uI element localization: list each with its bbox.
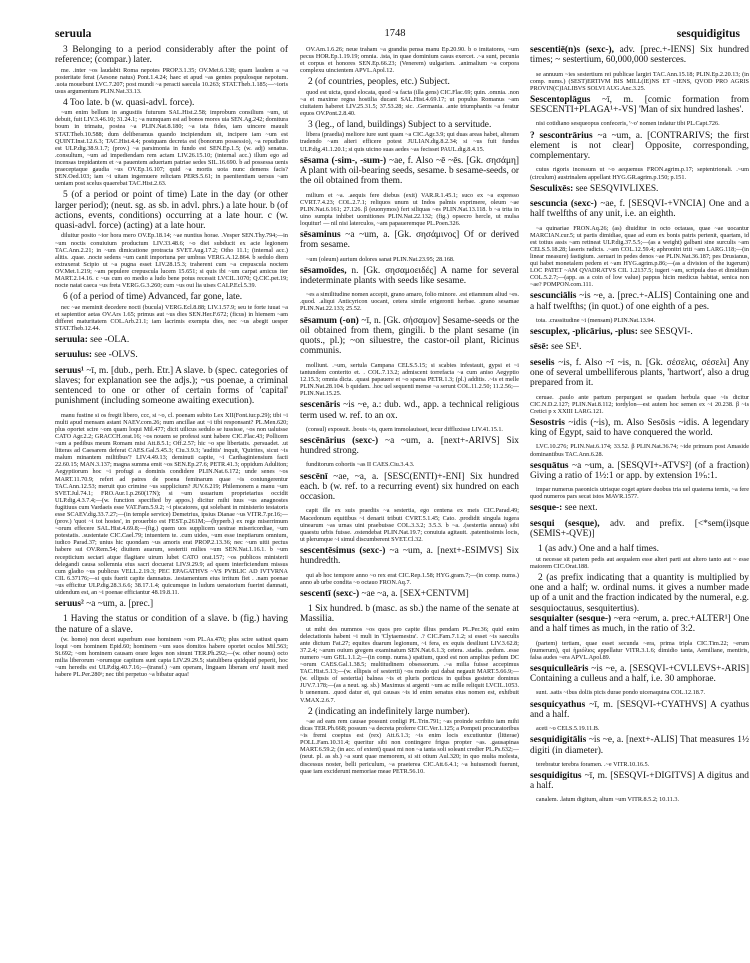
dictionary-entry [300,436,519,457]
dictionary-entry [530,664,749,685]
headword: sesque-: [530,503,563,514]
entry-definition: ~ī, m. [SESQVI-+DIGITVS] A digitus and a half. [530,770,749,792]
sense-definition: 1 Six hundred. b (masc. as sb.) the name of the senate at Massilia. [300,604,519,625]
headword: sēsamoīdes, [300,265,347,276]
headword: seruula: [55,334,88,345]
headword: sesquiculleāris [530,663,589,674]
dictionary-entry [530,131,749,162]
citation-block: tota. .crassitudine ~i (mensam) PLIN.Nat.13.94. [536,316,656,324]
citation-block: nec ~ae meminit decedere nocti (bucula) VERG.Ecl.8.88; LIV.1.57.9; seu te forte iuuat ~a et sapientior aetas OV.Ars 1.65; primus aut ~us dies SEN.Her.F.672; (ficus) in hiemem ~am differet maturitatem COL.Arb.21.1; iam lacrimis exempta dies, nec ~us abegit uesper STAT.Theb.12.44. [55,303,288,332]
citation-block: quod est uicta, quod elocata, quod ~a facta (illa gens) CIC.Flac.69; quin. .omnia. .non ~a et maxime regna hostilia ducant SAL.Hist.4.69.17; ut populus Romanus ~am ciuitatem haberet LIV.25.31.5; 37.53.28; sic. .Germania. .ante triumphantis ~a feratur equos OV.Pont.2.8.40. [300,88,519,117]
dictionary-entry [55,366,288,407]
sense-definition: 6 (of a period of time) Advanced, far gone, late. [63,292,243,303]
headword: seruus² [55,599,84,610]
dictionary-entry [530,358,749,389]
citation-block: aceti ~o CELS.5.19.11.B. [536,725,600,733]
column-right [530,45,749,807]
citation-block: ut necesse sit partem pedis aut aequalem esse alteri parti aut altero tanto aut ~ esse maiorem CIC.Orat.188. [530,555,749,570]
citation-block: (partem) tertiam, quae esset secunda ~era, prima tripla CIC.Tim.22; ~erum (numerum), qui ἡμιόλιος appellatur VITR.3.1.6; dimidio tanta, Aemiliane, mentiris, falsa audes ~era APVL.Apol.89. [530,639,749,661]
dictionary-entry [530,291,749,312]
citation-block: terebratur terebra foramen. .~e VITR.10.16.5. [536,760,650,768]
headword: Sescentoplāgus [530,94,591,105]
entry-definition: see SESQVI-. [637,327,693,338]
dictionary-entry [530,342,749,352]
headword: ? sescontrārius [530,130,593,141]
dictionary-entry [530,614,749,635]
dictionary-entry [300,316,519,357]
entry-definition: ~is ~e, a. [prec.+-ALIS] Containing one and a half twelfths; (in quot.) of one eighth of a pes. [530,291,749,312]
entry-definition: ~ī, n. [Gk. σήσαμον] Sesame-seeds or the oil obtained from them, gingili. b the plant sesame (in quots., pl.); ~on siluestre, the castor-oil plant, Ricinus communis. [300,315,519,357]
sense-definition: 4 Too late. b (w. quasi-advl. force). [63,97,195,108]
dictionary-entry [530,184,749,194]
running-head-last-word: sesquidigitus [676,28,740,40]
citation-block: (w. homo) non decet superbum esse hominem ~om PL.As.470; plus scire satiust quam loqui ~om hominem Epid.60; hominem ~um suos domitos habere oportet oculos Mil.563; St.692; ~om hominem causam orare leges non sinunt TER.Ph.292;—(w. other nouns) octo milia liberorum ~orumque capitum sunt capta LIV.29.29.5; statulibera quidquid peperit, hoc ~um heredis est ULP.dig.40.7.16;—(transf.) ~am operam, linguam liberam eru' iussit med habere PL.Per.280ᵃ; nec tibi perpetuo ~a bibatur aqua! [55,636,288,679]
headword: sesquidigitus [530,770,582,781]
citation-block: cuius rigoris incessum ut ~o aequemus FRON.agrim.p.17; septentrionali. .~um (circulum) austrinalem appellant HYG.GR.agrim.p.150; p.151. [530,166,749,181]
citation-block: funditorum cohortis ~as II CAES.Ciu.3.4.3. [306,461,415,469]
dictionary-entry [300,546,519,567]
headword: sescēnārius (sexc-) [300,435,379,446]
entry-definition: ~a ~um, a. [next+-ESIMVS] Six hundredth. [300,545,519,567]
headword: sesquicyathus [530,699,586,710]
dictionary-entry [530,503,749,513]
entry-definition: ~a ~um, a. [prec.] [83,599,154,610]
entry-definition: ~ae, f. [SESQVI-+VNCIA] One and a half twelfths of any unit, i.e. an eighth. [530,198,749,220]
running-head-first-word: seruula [55,28,92,40]
headword: sēsama (-sim-, -sum-) [300,155,387,166]
headword: sescuncia (sexc-) [530,198,597,209]
sense-definition: 1 Having the status or condition of a slave. b (fig.) having the nature of a slave. [55,614,288,635]
headword: sescenāris [300,400,341,411]
dictionary-entry [530,519,749,540]
sense-definition: 3 Belonging to a period considerably after the point of reference; (compar.) later. [55,45,288,66]
dictionary-entry [300,156,519,187]
citation-block: ~um (oleum) aurium dolores sanat PLIN.Nat.23.95; 28.168. [306,255,455,263]
entry-definition: see SESQVIVLIXES. [573,183,659,194]
headword: Sesculixēs: [530,183,574,194]
headword: sescentēsimus (sexc-) [300,545,386,556]
headword: seruus¹ [55,365,84,376]
headword: seruulus: [55,350,92,361]
entry-definition: ~is ~e, a.: dub. wd., app. a technical religious term used w. ref. to an ox. [300,400,519,421]
citation-block: capit ille ex suis praediis ~a sestertia, ego centena ex meis CIC.Parad.49; Macedonum equitibus ~i denarii tributi CVRT.5.1.45; Cato. .prodidit singula iugera uinearum ~as urnas uini praebuisse COL.3.3.2; 3.5.3. b ~a. .(sestertia annua) sibi quaestu urbis fuisse. .ostendebat PLIN.Nat.19.7; conuiuia agitauit. .patentissimis locis, ut plerumque ~i simul discumberent SVET.Cl.32. [300,507,519,543]
sense-definition: 1 (as adv.) One and a half times. [538,544,659,555]
entry-definition: n. [Gk. σησαμοειδές] A name for several indeterminate plants with seeds like sesame. [300,265,519,286]
sense-definition: 3 (leg., of land, buildings) Subject to a servitude. [308,120,492,131]
entry-definition: see SE¹. [548,342,582,353]
headword: sesquialter (sesque-) [530,613,612,624]
citation-block: ~es a similitudine nomen accepit, grano amaro, folio minore. .est etiamnum aliud ~es. .quod. .aliqui Anticyricon uocant, cetera simile erigeronti herbae. .grano sesamae PLIN.Nat.22.133; 25.52. [300,291,519,313]
citation-block: manu fustine si os fregit libero, ccc, si ~o, cl. poenam subito Lex XII(Font.iur.p.29); tibi ~i multi apud mensam astant NAEV.com.26; num ancillae aut ~i tibi responsant? PL.Men.620; plus oportet scire ~om quam loqui Mil.477; dicit uilicus sedulo se iussisse, ~os non ualuisse CATO Agr.2.2; GRACCH.orat.16; ~os nouem se professi sunt habere CIC.Flac.43; Pollicem ~um a pedibus meum Romam misi Att.8.5.1; Off.2.57; hic ~o spe libertatis. .persuadet. .ut litteras ad Caesarem deferat CAES.Gal.5.45.3; Ciu.3.9.3; 'auditis' inquit, 'Quirites, sicut ~is malum minantem militibus'? LIV.4.49.13; deminuti capite, ~i Carthaginiensium facti 22.60.15; MAN.3.137; magna summa emit ~os SEN.Ep.27.6; PETR.41.3; oppidum Aduliton; Aegyptiorum hoc ~i profugi a dominis condidere PLIN.Nat.6.172; unde senes ~os MART.11.70.9; refert ad patres de poena feminarum quae ~is coniungerentur TAC.Ann.12.53; meruit quo crimine ~us supplicium? JUV.6.219; Philemonem a manu ~um SVET.Jul.74.1; FRO.Aur.1.p.260(17N); si ~um usuarium proprietarius occidit ULP.dig.4.3.7.4;—(w. function specified by appos.) dicitur mihi tuus ~us anagnostes fugitiuus cum Vardaeis esse VAT.Fam.5.9.2; ~i piscatores, qui solebant in ministerio testatoris esse SCAEV.dig.33.7.27;—(in temple service) Demetrius, ipsius Dianae ~us VITR.7.pr.16;—(prov.) 'quot ~i tot hostes', in prouerbio est FEST.p.261M;—(hyperb.) ex rege miserrimum ~orum effecere SAL.Hist.4.69.8;—(fig.) quem uos supplicem uestrae misericordiae, ~um potestatis. .sustentate CIC.Cael.79; intuentem te. .cum uides, ~um esse ineptiarum omnium, iudico Parad.37; unius hic quondam ~us amoris erat PROP.2.13.36; nec ~um uitii pectus habere sui OV.Rem.54; diuitem auarum, sestertii milies ~um SEN.Nat.1.16.1. b ~um recepticium sectari atque flagitare uirum lubet CATO orat.157; ~os publicos ministerii delegandi causa sollemnia eius sacri docuerat LIV.9.29.9; ad quem interficiendum missus cum gladio ~us publicus VELL.2.19.3; PEC EPAGATHVS ~VS PVBLIC AD IVTVRNA CIL 6.37176;—si quis fuerit capite damnatus. .testamentum eius irritum fiet . .nam poenae ~us efficitur ULP.dig.28.3.6.6; 38.17.1.4; quicumque in ludum uenatorium fuerint damnati, uidendum est, an ~i poenae efficiantur 48.19.8.11. [55,411,288,597]
entry-definition: ~ī, m. [dub., perh. Etr.] A slave. b (spec. categories of slaves; for explanation see the adjs.); ~us poenae, a criminal sentenced to one or other of certain forms of 'capital' punishment (including someone awaiting execution). [55,365,288,407]
sense-definition: 2 (as prefix indicating that a quantity is multiplied by one and a half; w. ordinal nums. it gives a number made up of a unit and the fraction indicated by the numeral, e.g. sesquioctauus, sesquitertius). [530,572,749,614]
citation-block: ~um enim bellum in angustiis futurum SAL.Hist.2.58; improbum consilium ~um, ut debuit, fuit LIV.3.46.10; 31.24.1; ~a numquam est ad bonos mores uia SEN.Ag.242; domitura boum in trimatu, postea ~a PLIN.Nat.8.180; ~a ista fides, iam uincere mauult STAT.Theb.10.588; dum deliberamus quando incipiendum sit, incipere iam ~um est QUINT.Inst.12.6.3; TAC.Hist.4.4; postquam decreta est (bonorum possessio), ~a repudiatio est ULP.dig.38.9.1.7; (prov.) ~a parsimonia in fundo est SEN.Ep.1.5; (w. adj) senatus. .consultum, ~um ad impediendam rem actam LIV.26.15.10; (internal acc.) illum ego ad incensas trepidantem et ~a pauentem aduertam patriae sedes SIL.16.690. b ad possessa uenis praeceptaque gaudia ~us OV.Ep.16.107; quid ~a mortis uota nunc demens facis? SEN.Oed.103; iam ~i uitam ingemuere relictam PERS.5.61; in paenitentiam uersus ~am ueniam post scelus quaerebat TAC.Hist.2.63. [55,109,288,188]
headword: sescunciālis [530,291,577,302]
citation-block: (consul) exposuit. .bouis ~is, quem immolauisset, iecur diffluxisse LIV.41.15.1. [306,425,503,433]
dictionary-entry [300,266,519,287]
citation-block: canalem. .latum digitum, altum ~um VITR.8.5.2; 10.11.3. [536,796,680,804]
dictionary-entry [300,589,519,599]
dictionary-entry [530,461,749,482]
dictionary-entry [530,95,749,116]
citation-block: ut mihi des nummos ~os quos pro capite illius pendam PL.Per.36; quid enim delectationis habent ~i muli in 'Clytaemestra'. .? CIC.Fam.7.1.2; si esset ~is saeculis ante dictum Fat.27; equites duarum legionum, ~i fera, ex equis desiliunt LIV.3.62.8; 37.2.4; ~arum ouium gregem examinatum SEN.Nat.6.1.3; cetera. .stadia. .pedum. .esse numero ~um GEL.1.1.2;—(in comp. nums.) spatium, quod est non amplius pedum DC ~orum CAES.Gal.1.38.5; multitudinem obsessorum. .~a milia fuisse accepimus TAC.Hist.5.13;—(w. ellipsis of sestertii) ~os modo qui dabat negauit MART.5.66.9;—(w. ellipsis of sestertia) balnea ~is et pluris porticus in quibus gestetur dominus JUV.7.178;—(as a neut. sg. sb.) Maximus si argenti ~um ac mille reliquit LVCIL.1053. b uenenum. .quod datur ei, qui causas ~is id enim senatus eius nomen est, exhibuit V.MAX.2.6.7. [300,625,519,704]
entry-definition: ~ī, m. [comic formation from SESCENTI+PLAGA¹+-VS] 'Man of six hundred lashes'. [530,94,749,116]
entry-definition: ~a ~um, a. [Gk. σησάμινος] Of or derived from sesame. [300,229,519,251]
headword: sēsamum (-on) [300,315,359,326]
citation-block: sunt. .satis ~ibus doliis picis durae pondo uicenaquina COL.12.18.7. [536,689,706,697]
column-left [55,45,288,682]
headword: sesquātus [530,460,569,471]
citation-block: qui ab hoc tempore anno ~o rex erat CIC.Rep.1.58; HYG.gram.7;—(in comp. nums.) anno ab urbe condita ~o octauo FRON.Aq.7. [300,571,519,586]
entry-definition: ~ae ~a, a. [SEX+CENTVM] [359,588,469,599]
dictionary-entry [530,199,749,220]
headword: sescentī (sexc-) [300,588,360,599]
citation-block: ~ae ad eam rem causae possunt conligi PL.Trin.791; ~as proinde scribito iam mihi dicas TER.Ph.668; possum ~a decreta proferre CIC.Ver.1.125; a Pompeii procuratoribus ~is fremi coeptus est (rex) Att.6.1.3; ~is enim locis excutiuntur (litterae) POLL.Fam.10.31.4; queritur sibi non contingere frigus propter ~as. .gausapinas MART.6.59.2; (in acc. of extent) quasi mi non ~a tanta soli soleant credier PL.Ps.632;—(neut. pl. as sb.) ~a sunt quae memorem, si sit otium Aul.320; in quo multa molesta, discessus noster, belli periculum, ~a praeterea CIC.Att.6.4.1; ~a huiusmodi fuerunt, quae iam exciderunt memoriae meae PETR.56.10. [300,717,519,775]
entry-definition: ~ae, f. Also ~ē ~ēs. [Gk. σησάμη] A plant with oil-bearing seeds, sesame. b sesame-seeds, or the oil obtained from them. [300,155,519,187]
entry-definition: ~ae, ~a, a. [SESC(ENTI)+-ENI] Six hundred each. b (w. ref. to a recurring event) six hundred on each occasion. [300,471,519,503]
citation-block: milium et ~a. .aequis fere diebus (exit) VAR.R.1.45.1; suco ex ~a expresso CVRT.7.4.23; COL.2.7.1; reliquos unum ut Indos palmis exprimere, oleum ~ae PLIN.Nat.6.161; 27.126. β (euonymos) fert siliquas ~es PLIN.Nat.13.118. b ~a trita in uino sumpta inhibet uomitiones PLIN.Nat.22.132; (fig.) opsecro hercle, ut mulsa loquitur! — nil nisi laterculos, ~am papaueremque PL.Poen.326. [300,191,519,227]
citation-block: OV.Am.1.6.26; neue traham ~a grandia pensa manu Ep.20.90. b o imitatores, ~um pecus HOR.Ep.1.19.19; omnia. .ista, in quae dominium casus exercet. .~a sunt, pecunia et corpus et honores SEN.Ep.66.23; (Venerem) uulgarism. .animalium ~a corpora complexu uincientem APVL.Apol.12. [300,46,519,75]
dictionary-entry [530,700,749,721]
headword: sesquidigitālis [530,735,587,746]
headword: sescēnī [300,471,328,482]
citation-block: ceruae. .paulo ante partum perpurgant se quadam herbula quae ~is dicitur CIC.N.D.2.127; PLIN.Nat.8.112; tordylon—est autem hoc semen ex ~i 20.238. β ~is Cretici p x XXIII LARG.121. [530,393,749,415]
sense-definition: 2 (of countries, peoples, etc.) Subject. [308,77,450,88]
headword: seselis [530,357,555,368]
citation-block: se annuum ~ies sestertium rei publicae largiri TAC.Ann.15.18; PLIN.Ep.2.20.13; (in comp. nums.) (SEST)ERTIVM BIS MILL(IE)NS ET ~IENS, QVOD PRO AGRIS PROVIN(C)IALIBVS SOLVI AUG.Anc.3.25. [530,70,749,92]
headword: sēsaminus [300,229,341,240]
citation-block: molliunt. .~um, sertula Campana CELS.5.15; si scabies infestauit, gypsi et ~i tantundem conterito et. . COL.7.13.2; admiscent torrefacta ~a cum aniso Aegyptio 12.15.3; omnia dicta. .quasi papauere et ~o sparsa PETR.1.3; (pl.) additis. .~is et melle PLIN.Nat.28.104. b quidam. .hoc uel sequenti mense ~a serunt COL.11.2.50; 11.2.56;—PLIN.Nat.15.25. [300,361,519,398]
entry-definition: ~a ~um, a. [SESQVI+-ATVS²] (of a fraction) Giving a ratio of 1½:1 or app. by extension 1ⁿ⁄ₙ:1. [530,460,749,481]
dictionary-entry [55,599,288,609]
dictionary-entry [530,45,749,66]
dictionary-entry [55,350,288,360]
entry-definition: ~is ~e, a. [next+-ALIS] That measures 1½ digiti (in diameter). [530,735,749,756]
entry-definition: adv. [prec.+-IENS] Six hundred times; ~ sestertium, 60,000,000 sesterces. [530,45,749,66]
page-number: 1748 [384,28,406,39]
dictionary-entry [55,335,288,345]
dictionary-entry [300,400,519,421]
column-middle [300,45,519,778]
entry-definition: ~is ~e, a. [SESQVI-+CVLLEVS+-ARIS] Containing a culleus and a half, i.e. 30 amphorae. [530,663,749,685]
entry-definition: see -OLVS. [92,350,138,361]
entry-definition: see -OLA. [87,334,130,345]
headword: Sesostris [530,417,565,428]
entry-definition: ~a ~um, a. [CONTRARIVS; the first element is not clear] Opposite, corresponding, complementary. [530,130,749,162]
headword: sesqui (sesque), [530,518,600,529]
entry-definition: ~is, f. Also ~ī ~is, n. [Gk. σέσελις, σέσελι] Any one of several umbelliferous plants, 'hartwort', also a drug prepared from it. [530,357,749,389]
entry-definition: ~a ~um, a. [next+-ARIVS] Six hundred strong. [300,435,519,457]
headword: sescuplex, -plicārius, -plus: [530,327,638,338]
dictionary-entry [530,771,749,792]
citation-block: nisi cotidiano sesqueopus confeceris, '~o' nomen indatur tibi PL.Capt.726. [536,120,720,128]
dictionary-entry [530,327,749,337]
citation-block: LVC.10.276; PLIN.Nat.6.174; 33.52. β PLIN.Nat.36.74; ~ide primum post Amaside dominantibus TAC.Ann.6.28. [530,443,749,458]
citation-block: me. .inter ~os laudabit Roma nepotes PROP.3.1.35; OV.Met.6.138; quam laudem a ~a posteritate ferat (Aesone natus) Pont.1.4.24; haec et apud ~as gentes populosque nepotum. .uota mouebunt LVC.7.207; post mundi ~a peracti saecula 10.263; STAT.Theb.1.185;—~ioris usus argumentum PLIN.Nat.33.13. [55,66,288,95]
citation-block: diluitur posito ~ior hora mero OV.Ep.18.14; ~ae nuntius horae. .Vesper SEN.Thy.794;—in ~um noctis conuiuium productum LIV.33.48.6; ~o diei subducit ex acie legionem TAC.Ann.2.21; in ~um dimicatione protracta SVET.Aug.17.2; Otho 11.1; (internal acc.) alitis. .quae. .nocte sedens ~um canit importuna per umbras VERG.A.12.864. b sedulo diem extraxerat Scipio ut ~a pugna esset LIV.28.15.3; traherent cum ~a crepuscula noctem OV.Met.1.219; ~am pepulere crepuscula lucem 15.651; si quis ibi ~um carpat amicus iter MART.2.14.16. c ~us cum eo medio a ludo bene potus recessit LVCIL.1070; Q.CIC.pet.19; nocte natat caeca ~us freta VERG.G.3.260; cum ~us oui lia uises CALP.Ecl.5.39. [55,232,288,290]
entry-definition: see next. [562,503,598,514]
citation-block: libera (praedia) meliore iure sunt quam ~a CIC.Agr.3.9; qui duas areas habet, alteram tradendo ~am alteri efficere potest JULIAN.dig.8.2.34; si ~us fuit fundus ULP.dig.41.1.20.1; si quis uicino suas aedes ~as fecisset PAUL.dig.8.4.15. [300,131,519,153]
entry-definition: adv. and prefix. [<*sem(i)sque (SEMIS+-QVE)] [530,518,749,539]
headword: sēsē: [530,342,549,353]
entry-definition: ~idis (~is), m. Also Sesōsis ~idis. A legendary king of Egypt, said to have conquered the world. [530,417,749,439]
headword: sescentiē(n)s (sexc-), [530,45,614,55]
dictionary-page [50,28,749,804]
entry-definition: ~era ~erum, a. prec.+ALTER¹] One and a half times as much, in the ratio of 3:2. [530,613,749,635]
sense-definition: 2 (indicating an indefinitely large number). [308,706,470,717]
citation-block: ~a quinariae FRON.Aq.26; (as) diuiditur in octo octauas, quae ~ae uocantur MARCIAN.cur.5; ut partis dimidiae, quae ad eum ex bonis patris pertenit, quartam, id est totius assis ~am retineat ULP.dig.37.5.5;—(as a weight) galbani sine surculis ~am CELS.5.18.28; laseris radicis. .~am COL.12.59.4; aphronitri triti ~am LARG.118;—(in linear measure) fastigium. .seruari in pedes denos ~ae PLIN.Nat.36.187; pes Drusianus, qui habet monetalem pedem et ~am HYG.agrim.p.86;—(as a division of the iugerum) LOC PATET ~AM QVADRATVS CIL 1.2137.5; iugeri ~am, scripula duo et dimidium COL.5.2.7;—(app. as a coin of low value) pappus hicin medicus habitat, senica non ~ae? POMPON.com.111. [530,224,749,289]
sense-definition: 5 (of a period or point of time) Late in the day (or other larger period); (neut. sg. as sb. in advl. phrs.) a late hour. b (of actions, events, conditions) occurring at a late hour. c (w. quasi-advl. force) (acting) at a late hour. [55,190,288,232]
dictionary-entry [300,472,519,503]
dictionary-entry [530,735,749,756]
dictionary-entry [530,418,749,439]
entry-definition: ~ī, m. [SESQVI-+CYATHVS] A cyathus and a half. [530,699,749,720]
citation-block: impar numerus paeonicis utrisque coget aptare duobus tria uel quaterna ternis, ~a fere quod numeros pars secat istos MAVR.1577. [530,486,749,501]
dictionary-entry [300,230,519,251]
